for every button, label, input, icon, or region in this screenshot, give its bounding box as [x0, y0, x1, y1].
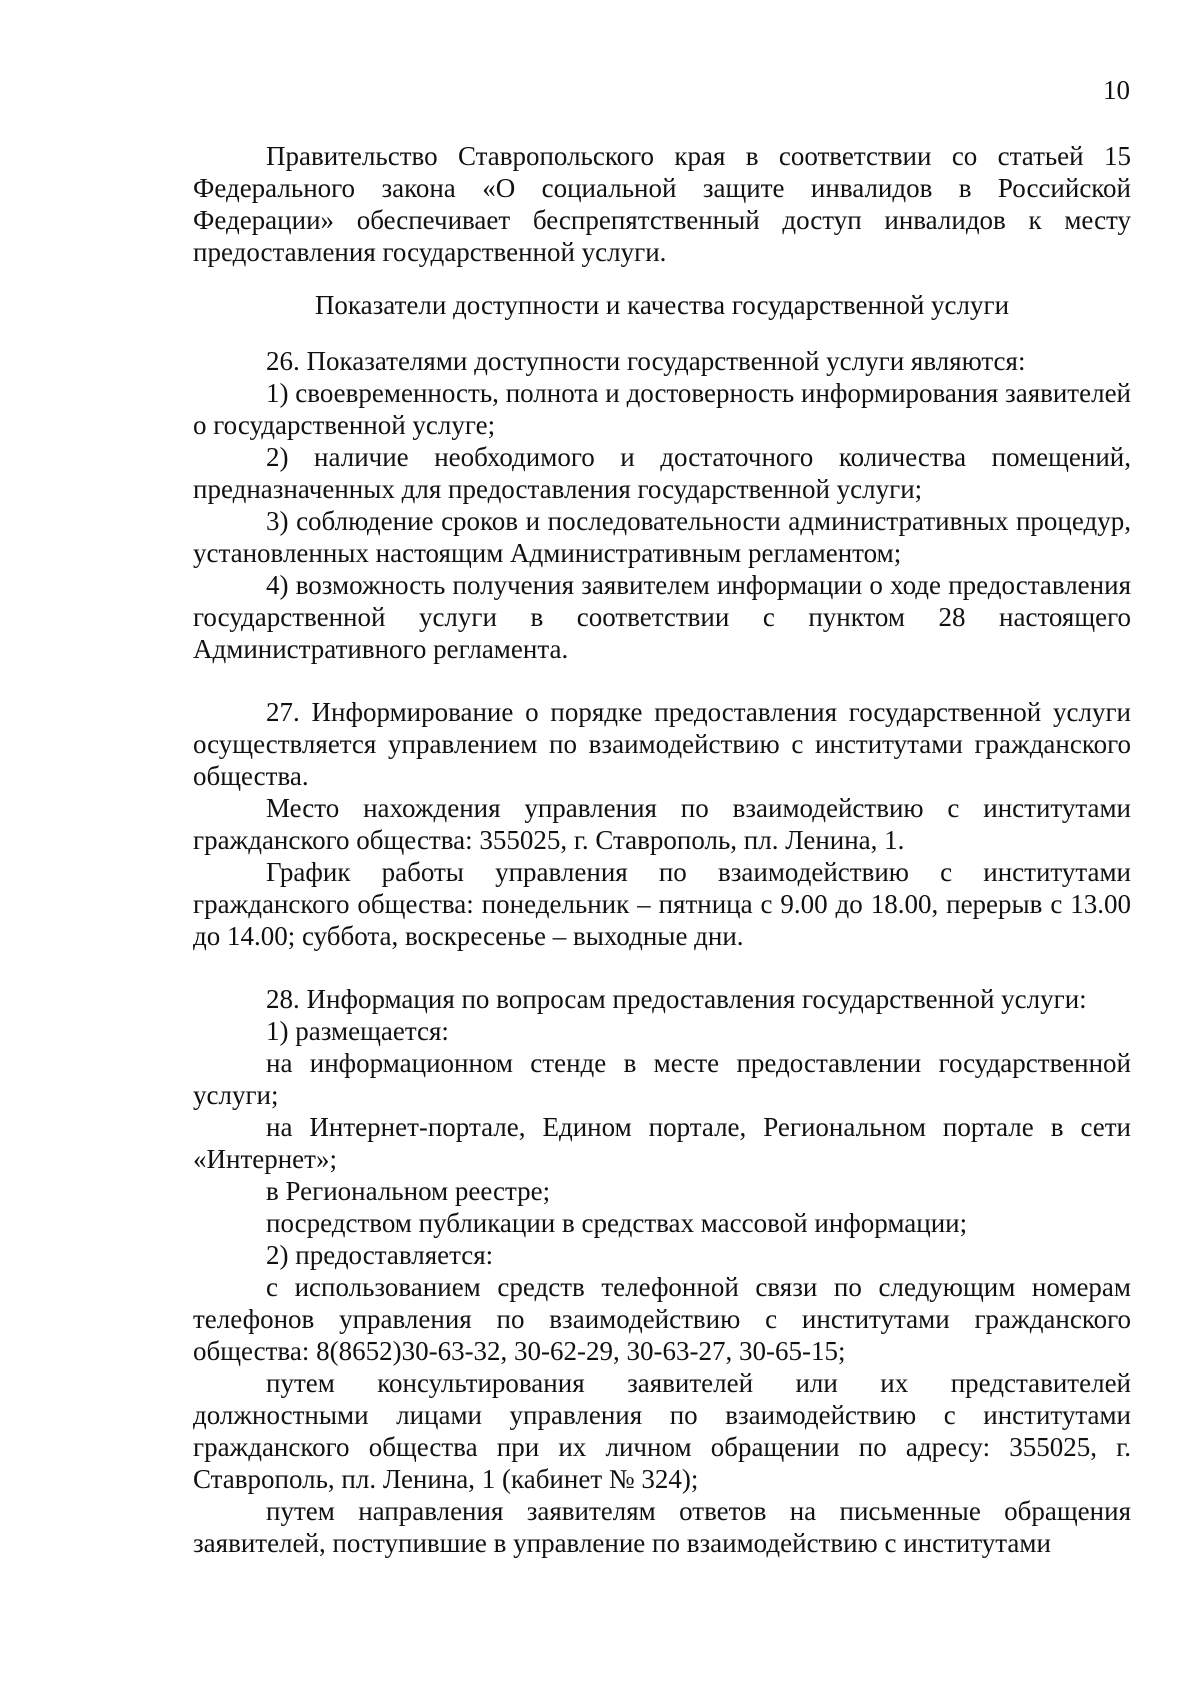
- list-subitem-written-replies: путем направления заявителям ответов на письменные обращения заявителей, поступившие в управление по взаимодействию с институтами: [193, 1496, 1131, 1558]
- list-subitem-portals: на Интернет-портале, Едином портале, Региональном портале в сети «Интернет»;: [193, 1112, 1131, 1174]
- paragraph-26: 26. Показателями доступности государственной услуги являются:: [266, 346, 1026, 376]
- list-subitem-media: посредством публикации в средствах массовой информации;: [266, 1208, 968, 1238]
- list-item-26-2: 2) наличие необходимого и достаточного количества помещений, предназначенных для предоставления государственной услуги;: [193, 442, 1131, 504]
- list-item-28-2: 2) предоставляется:: [266, 1240, 494, 1270]
- paragraph-27-location: Место нахождения управления по взаимодействию с институтами гражданского общества: 355025, г. Ставрополь, пл. Ленина, 1.: [193, 793, 1131, 855]
- list-item-28-1: 1) размещается:: [266, 1016, 449, 1046]
- paragraph-28: 28. Информация по вопросам предоставления государственной услуги:: [266, 984, 1087, 1014]
- list-subitem-stand: на информационном стенде в месте предоставлении государственной услуги;: [193, 1048, 1131, 1110]
- list-item-26-1: 1) своевременность, полнота и достоверность информирования заявителей о государственной услуге;: [193, 378, 1131, 440]
- list-item-26-3: 3) соблюдение сроков и последовательности административных процедур, установленных настоящим Административным регламентом;: [193, 506, 1131, 568]
- list-subitem-registry: в Региональном реестре;: [266, 1176, 551, 1206]
- paragraph-accessibility-intro: Правительство Ставропольского края в соответствии со статьей 15 Федерального закона «О социальной защите инвалидов в Российской Федерации» обеспечивает беспрепятственный доступ инвалидов к месту предоставления государственной услуги.: [193, 141, 1131, 267]
- section-heading: Показатели доступности и качества государственной услуги: [314, 290, 1010, 320]
- page-number: 10: [1103, 75, 1130, 105]
- list-subitem-phone: с использованием средств телефонной связи по следующим номерам телефонов управления по взаимодействию с институтами гражданского общества: 8(8652)30-63-32, 30-62-29, 30-63-27, 30-65-15;: [193, 1272, 1131, 1366]
- paragraph-27: 27. Информирование о порядке предоставления государственной услуги осуществляется управлением по взаимодействию с институтами гражданского общества.: [193, 697, 1131, 791]
- document-body: [193, 140, 1131, 1559]
- paragraph-27-schedule: График работы управления по взаимодействию с институтами гражданского общества: понедельник – пятница с 9.00 до 18.00, перерыв с 13.00 до 14.00; суббота, воскресенье – выходные дни.: [193, 857, 1131, 951]
- list-subitem-consultation: путем консультирования заявителей или их представителей должностными лицами управления по взаимодействию с институтами гражданского общества при их личном обращении по адресу: 355025, г. Ставрополь, пл. Ленина, 1 (кабинет № 324);: [193, 1368, 1131, 1494]
- list-item-26-4: 4) возможность получения заявителем информации о ходе предоставления государственной услуги в соответствии с пунктом 28 настоящего Административного регламента.: [193, 570, 1131, 664]
